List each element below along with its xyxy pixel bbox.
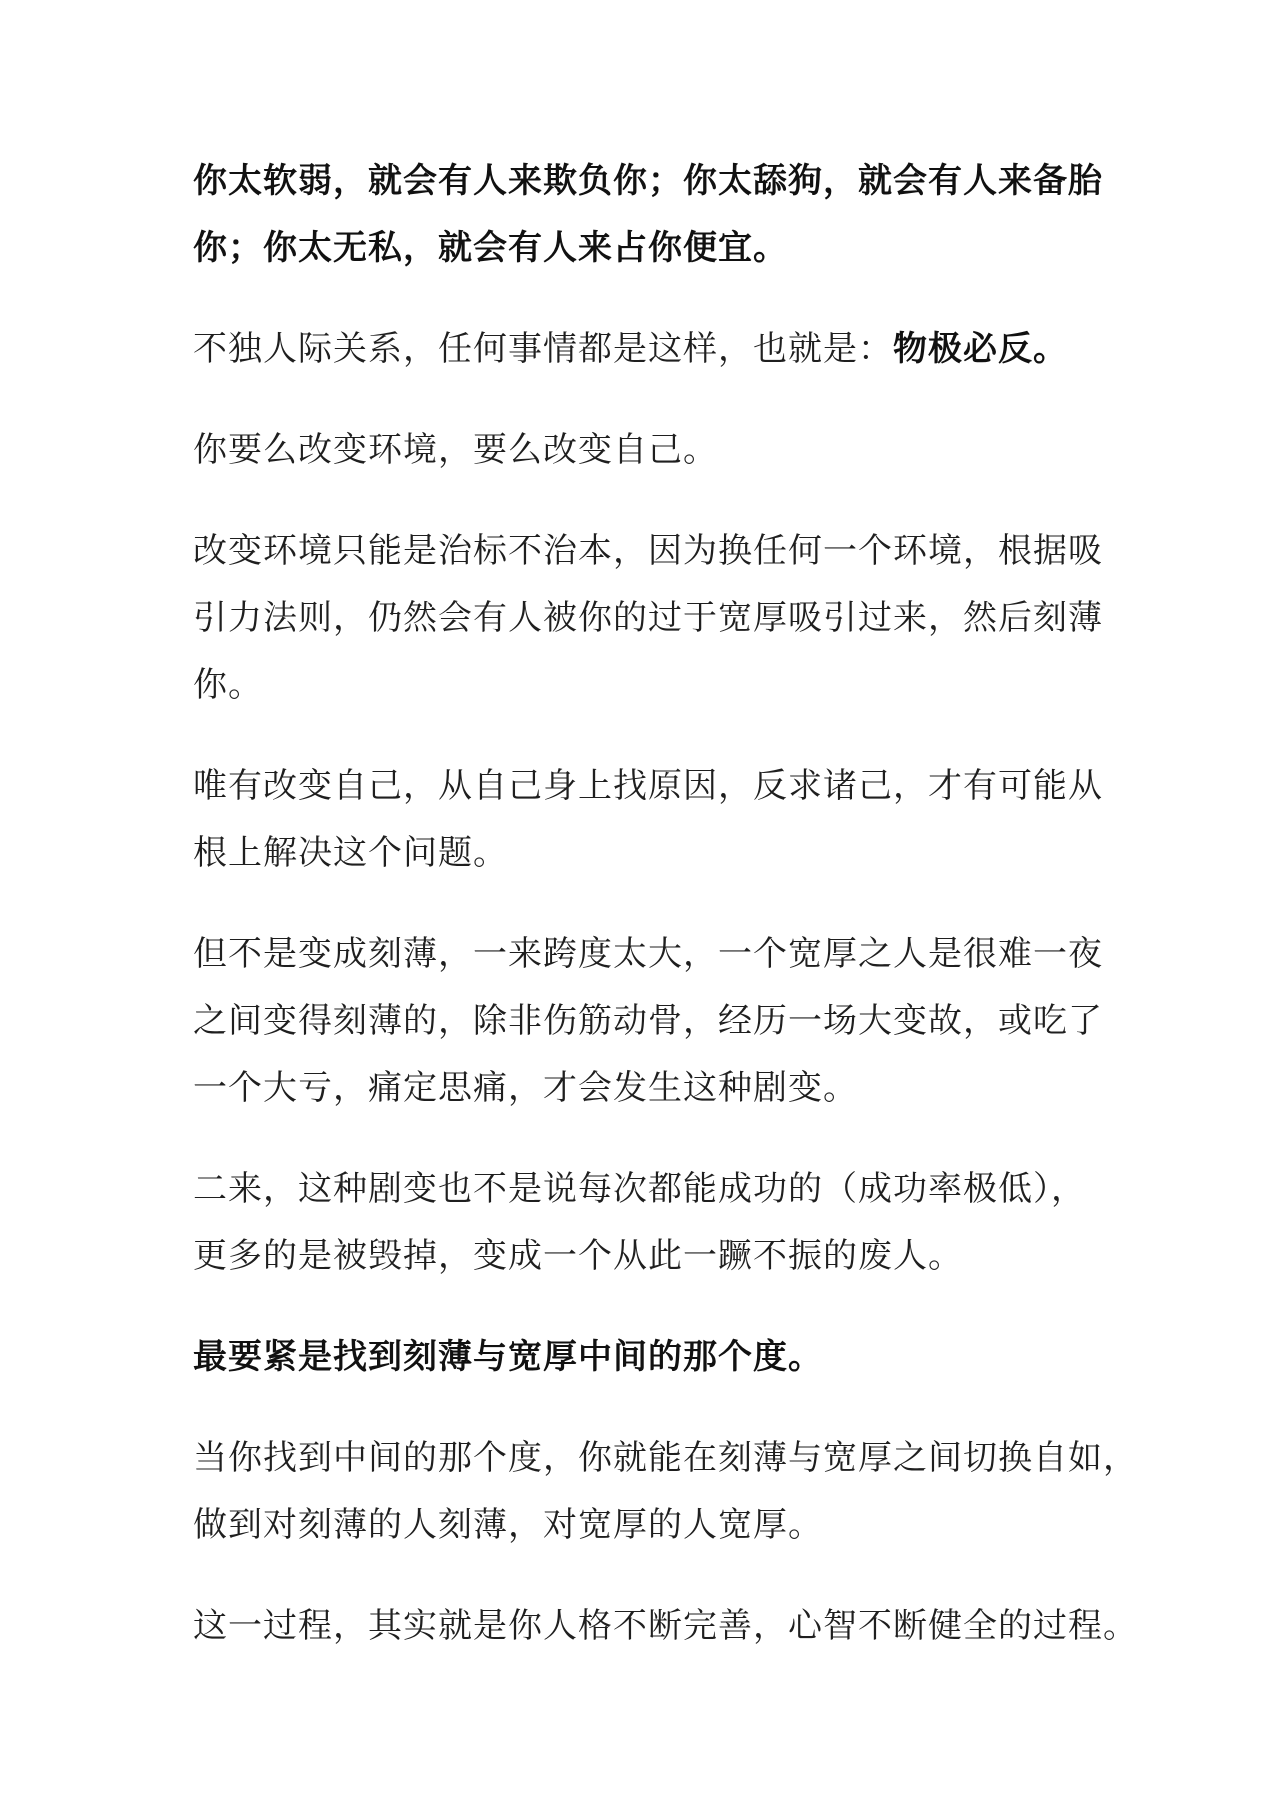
text-line	[193, 417, 1093, 484]
paragraph-8	[193, 1324, 1093, 1391]
body-text: 引力法则，仍然会有人被你的过于宽厚吸引过来，然后刻薄	[193, 598, 1103, 638]
paragraph-9	[193, 1425, 1138, 1559]
body-text: 但不是变成刻薄，一来跨度太大，一个宽厚之人是很难一夜	[193, 934, 1103, 974]
paragraph-5	[193, 753, 1103, 887]
text-line	[193, 921, 1103, 988]
paragraph-4	[193, 518, 1103, 719]
body-text: 不独人际关系，任何事情都是这样，也就是：	[193, 329, 893, 369]
paragraph-2	[193, 316, 1093, 383]
text-line	[193, 215, 1093, 282]
body-text: 你。	[193, 665, 263, 705]
bold-text: 物极必反。	[893, 329, 1068, 369]
text-line	[193, 1324, 1093, 1391]
text-line	[193, 518, 1103, 585]
text-line	[193, 316, 1093, 383]
body-text: 根上解决这个问题。	[193, 833, 508, 873]
paragraph-6	[193, 921, 1103, 1122]
text-line	[193, 1593, 1138, 1660]
bold-text: 你太软弱，就会有人来欺负你；你太舔狗，就会有人来备胎	[193, 161, 1103, 201]
text-line	[193, 753, 1103, 820]
body-text: 改变环境只能是治标不治本，因为换任何一个环境，根据吸	[193, 531, 1103, 571]
body-text: 你要么改变环境，要么改变自己。	[193, 430, 718, 470]
body-text: 更多的是被毁掉，变成一个从此一蹶不振的废人。	[193, 1236, 963, 1276]
body-text: 做到对刻薄的人刻薄，对宽厚的人宽厚。	[193, 1505, 823, 1545]
text-line	[193, 585, 1103, 652]
body-text: 唯有改变自己，从自己身上找原因，反求诸己，才有可能从	[193, 766, 1103, 806]
body-text: 当你找到中间的那个度，你就能在刻薄与宽厚之间切换自如，	[193, 1438, 1138, 1478]
text-line	[193, 1156, 1093, 1223]
paragraph-1	[193, 148, 1103, 282]
body-text: 这一过程，其实就是你人格不断完善，心智不断健全的过程。	[193, 1606, 1138, 1646]
text-line	[193, 820, 1093, 887]
text-line	[193, 1425, 1138, 1492]
bold-text: 你；你太无私，就会有人来占你便宜。	[193, 228, 788, 268]
text-line	[193, 148, 1103, 215]
body-text: 一个大亏，痛定思痛，才会发生这种剧变。	[193, 1068, 858, 1108]
paragraph-10	[193, 1593, 1138, 1660]
text-line	[193, 1492, 1093, 1559]
bold-text: 最要紧是找到刻薄与宽厚中间的那个度。	[193, 1337, 823, 1377]
text-line	[193, 652, 1093, 719]
text-line	[193, 1055, 1093, 1122]
body-text: 二来，这种剧变也不是说每次都能成功的（成功率极低），	[193, 1169, 1086, 1209]
document-body	[193, 148, 1138, 1694]
paragraph-7	[193, 1156, 1093, 1290]
body-text: 之间变得刻薄的，除非伤筋动骨，经历一场大变故，或吃了	[193, 1001, 1103, 1041]
text-line	[193, 1223, 1093, 1290]
paragraph-3	[193, 417, 1093, 484]
text-line	[193, 988, 1103, 1055]
